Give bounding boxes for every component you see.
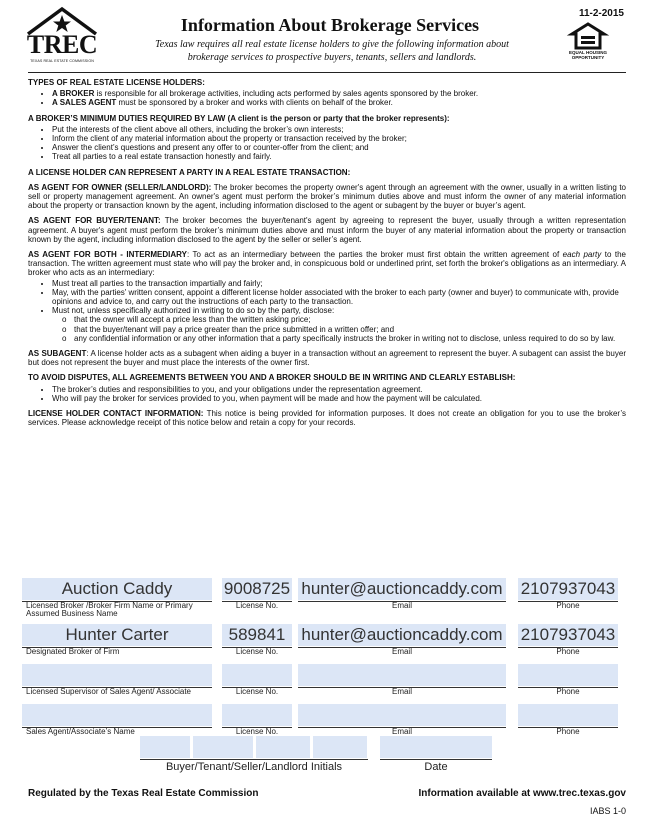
sales-agent-license-field[interactable]: [222, 704, 292, 726]
list-item: • Answer the client’s questions and present any offer to or counter-offer from the client; and: [52, 143, 626, 152]
subtitle-line: brokerage services to prospective buyers, tenants, sellers and landlords.: [187, 52, 477, 63]
eho-text: [566, 50, 610, 60]
subagent-paragraph: AS SUBAGENT: A license holder acts as a subagent when aiding a buyer in a transaction without an agreement to represent the buyer. A subagent can assist the buyer but does not represent the buyer and must place the interests of the owner first.: [28, 349, 626, 368]
field-caption: Phone: [556, 647, 580, 656]
intermediary-paragraph: AS AGENT FOR BOTH - INTERMEDIARY: To act as an intermediary between the parties the broker must first obtain the written agreement of each party to the transaction. The written agreement must state who will pay the broker and, in conspicuous bold or underlined print, set forth the broker's obligations as an intermediary. A broker who acts as an intermediary:: [28, 250, 627, 278]
list-item: • Must not, unless specifically authorized in writing to do so by the party, disclose: o that the owner will accept a price less than the written asking price; o that the buyer/tenant will pay a price greater than the price submitted in a written offer; and o any confidential information or any other information that a party specifically instructs the broker in writing not to disclose, unless required to do so by law.: [52, 306, 626, 343]
broker-name-field[interactable]: Auction Caddy: [22, 578, 212, 600]
field-caption: License No.: [235, 687, 279, 696]
supervisor-license-field[interactable]: [222, 664, 292, 686]
subtitle-line: Texas law requires all real estate license holders to give the following information about: [155, 39, 509, 50]
buyer-agent-paragraph: AS AGENT FOR BUYER/TENANT: The broker becomes the buyer/tenant's agent by agreeing to represent the buyer, usually through a written representation agreement. A buyer's agent must perform the broker’s minimum duties above and must inform the buyer of any material information about the property or transaction known by the agent, including information disclosed to the agent by the seller or seller’s agent.: [28, 216, 626, 244]
initials-row: [22, 736, 632, 776]
section-heading: A BROKER’S MINIMUM DUTIES REQUIRED BY LAW (A client is the person or party that the broker represents):: [28, 113, 450, 123]
section-heading: TO AVOID DISPUTES, ALL AGREEMENTS BETWEEN YOU AND A BROKER SHOULD BE IN WRITING AND CLEARLY ESTABLISH:: [28, 373, 516, 383]
field-caption: Email: [391, 687, 412, 696]
supervisor-name-field[interactable]: [22, 664, 212, 686]
eho-line: OPPORTUNITY: [571, 55, 605, 60]
designated-broker-license-field[interactable]: 589841: [222, 624, 292, 646]
sublist-item: o that the owner will accept a price less than the written asking price;: [74, 315, 626, 324]
field-caption: Phone: [556, 727, 580, 736]
list-item: • A BROKER is responsible for all brokerage activities, including acts performed by sales agents sponsored by the broker.: [52, 89, 626, 98]
sales-agent-name-field[interactable]: [22, 704, 212, 726]
contact-info-paragraph: LICENSE HOLDER CONTACT INFORMATION: This notice is being provided for information purposes. It does not create an obligation for you to use the broker’s services. Please acknowledge receipt of this notice below and retain a copy for your records.: [28, 409, 626, 428]
initials-box[interactable]: [256, 736, 310, 758]
duties-list: [28, 125, 626, 162]
form-code: IABS 1-0: [589, 806, 626, 816]
list-item: • Must treat all parties to the transaction impartially and fairly;: [52, 279, 626, 288]
field-caption: Licensed Supervisor of Sales Agent/ Associate: [26, 687, 191, 696]
sales-agent-email-field[interactable]: [298, 704, 506, 726]
sublist-item: o that the buyer/tenant will pay a price greater than the price submitted in a written offer; and: [74, 325, 626, 334]
disputes-list: [28, 385, 626, 403]
field-caption: License No.: [235, 647, 279, 656]
date-box[interactable]: [380, 736, 492, 758]
section-heading: TYPES OF REAL ESTATE LICENSE HOLDERS:: [28, 78, 205, 87]
designated-broker-name-field[interactable]: Hunter Carter: [22, 624, 212, 646]
field-caption: Designated Broker of Firm: [26, 647, 120, 656]
footer-info: Information available at www.trec.texas.gov: [418, 788, 626, 799]
equal-housing-icon: [566, 22, 610, 50]
page-title: Information About Brokerage Services: [180, 15, 480, 35]
list-item: • The broker’s duties and responsibilities to you, and your obligations under the representation agreement.: [52, 385, 626, 394]
initials-box[interactable]: [313, 736, 367, 758]
initials-box[interactable]: [193, 736, 253, 758]
field-caption: Sales Agent/Associate’s Name: [26, 727, 135, 736]
form-date: 11-2-2015: [578, 8, 624, 19]
initials-caption: Buyer/Tenant/Seller/Landlord Initials: [165, 761, 343, 773]
sales-agent-phone-field[interactable]: [518, 704, 618, 726]
eho-line: EQUAL HOUSING: [569, 50, 607, 55]
section-heading: A LICENSE HOLDER CAN REPRESENT A PARTY IN A REAL ESTATE TRANSACTION:: [28, 167, 351, 177]
footer-regulated: Regulated by the Texas Real Estate Commission: [28, 788, 259, 799]
field-caption: Licensed Broker /Broker Firm Name or Primary Assumed Business Name: [26, 601, 193, 618]
intermediary-list: [28, 279, 626, 343]
form-row-designated-broker: [22, 622, 632, 666]
document-body: [28, 78, 626, 434]
broker-phone-field[interactable]: 2107937043: [518, 578, 618, 600]
logo-text: TREC: [26, 30, 98, 59]
field-caption: Phone: [556, 687, 580, 696]
designated-broker-phone-field[interactable]: 2107937043: [518, 624, 618, 646]
field-caption: Email: [391, 647, 412, 656]
supervisor-email-field[interactable]: [298, 664, 506, 686]
broker-email-field[interactable]: hunter@auctioncaddy.com: [298, 578, 506, 600]
list-item: • Treat all parties to a real estate transaction honestly and fairly.: [52, 152, 626, 161]
date-caption: Date: [424, 761, 448, 773]
list-item: • Inform the client of any material information about the property or transaction received by the broker;: [52, 134, 626, 143]
designated-broker-email-field[interactable]: hunter@auctioncaddy.com: [298, 624, 506, 646]
list-item: • May, with the parties' written consent, appoint a different license holder associated with the broker to each party (owner and buyer) to communicate with, provide opinions and advice to, and carry out the instructions of each party to the transaction.: [52, 288, 626, 306]
disclose-sublist: [52, 315, 626, 343]
logo-subtext: TEXAS REAL ESTATE COMMISSION: [30, 59, 94, 63]
owner-agent-paragraph: AS AGENT FOR OWNER (SELLER/LANDLORD): The broker becomes the property owner's agent through an agreement with the owner, usually in a written listing to sell or property management agreement. An owner's agent must perform the broker’s minimum duties above and must inform the owner of any material information about the property or transaction known by the agent, including information disclosed to the agent or subagent by the buyer or buyer’s agent.: [28, 182, 626, 211]
supervisor-phone-field[interactable]: [518, 664, 618, 686]
field-caption: Email: [391, 601, 412, 610]
field-caption: Phone: [556, 601, 580, 610]
form-row-supervisor: [22, 662, 632, 706]
trec-logo: [22, 6, 102, 68]
equal-housing-logo: [566, 22, 610, 72]
list-item: • Put the interests of the client above all others, including the broker’s own interests;: [52, 125, 626, 134]
form-row-broker: [22, 576, 632, 620]
initials-box[interactable]: [140, 736, 190, 758]
header-divider: [28, 72, 626, 73]
list-item: • A SALES AGENT must be sponsored by a broker and works with clients on behalf of the broker.: [52, 98, 626, 107]
license-types-list: [28, 89, 626, 107]
sublist-item: o any confidential information or any other information that a party specifically instructs the broker in writing not to disclose, unless required to do so by law.: [74, 334, 626, 343]
field-caption: License No.: [235, 601, 279, 610]
page-subtitle: [112, 38, 552, 64]
broker-license-field[interactable]: 9008725: [223, 579, 291, 598]
field-caption: Email: [391, 727, 412, 736]
list-item: • Who will pay the broker for services provided to you, when payment will be made and how the payment will be calculated.: [52, 394, 626, 403]
field-caption: License No.: [235, 727, 279, 736]
